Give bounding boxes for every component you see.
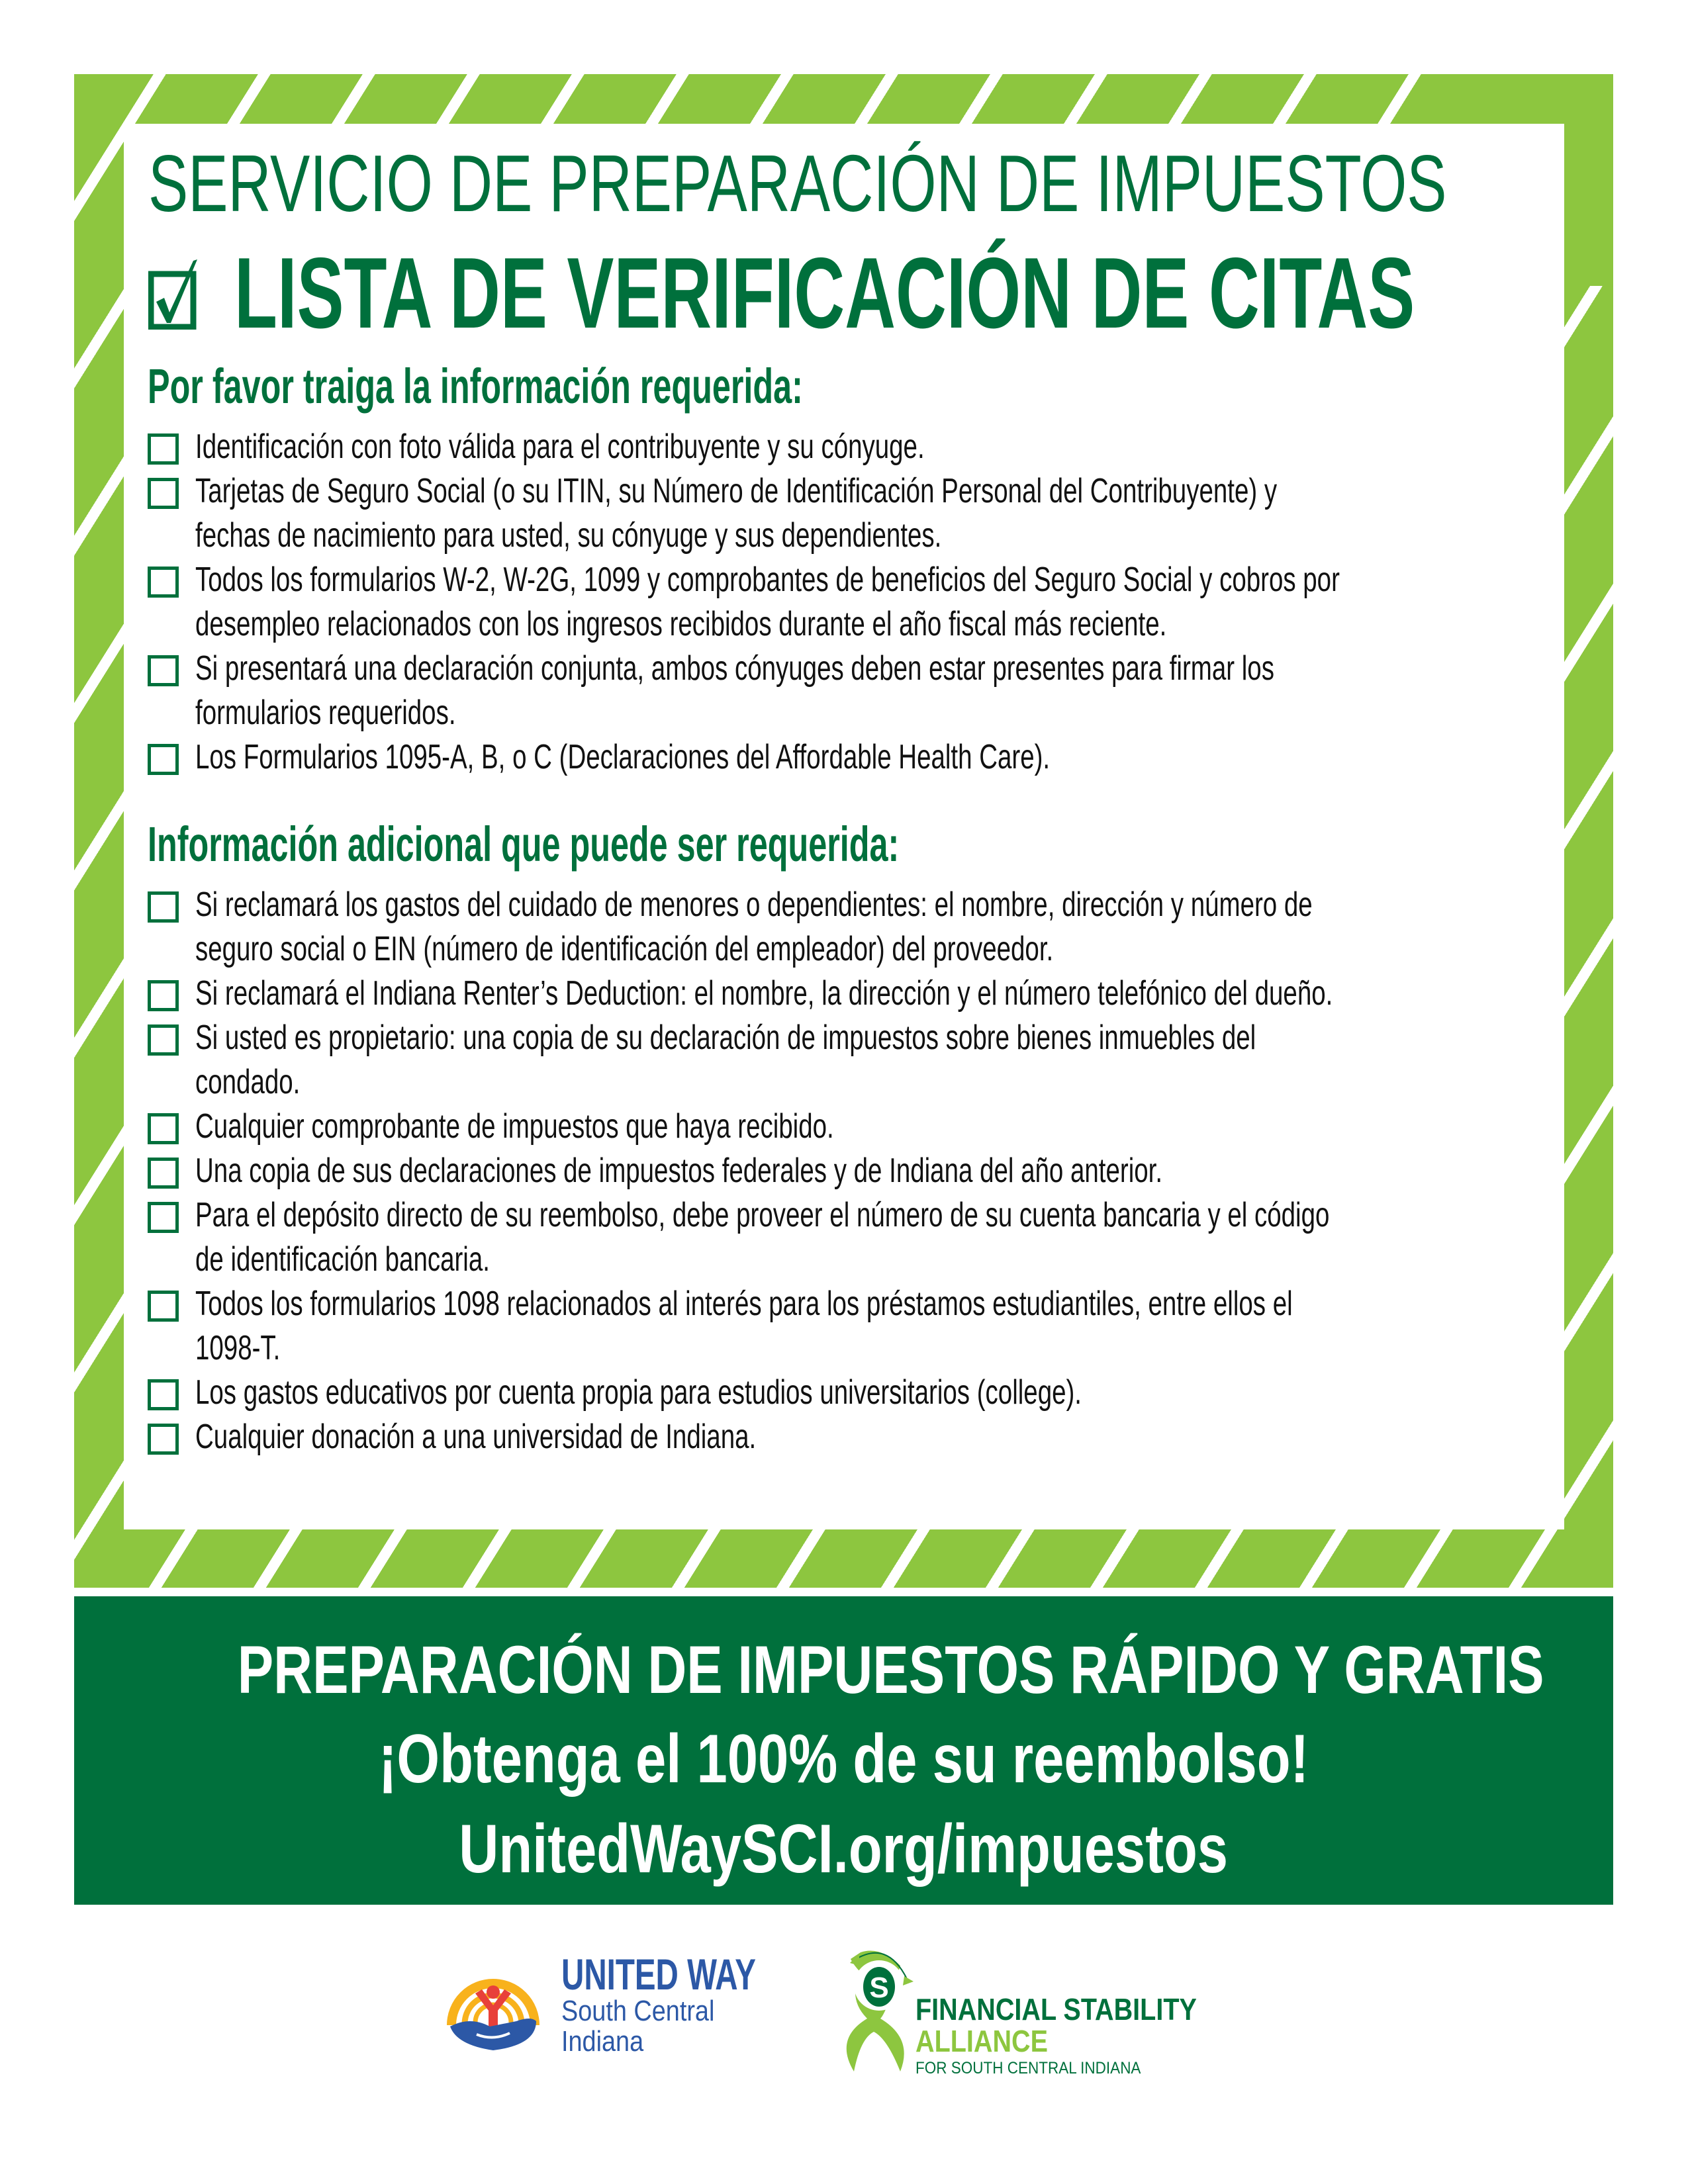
required-checklist bbox=[148, 425, 1551, 780]
united-way-hand-rainbow-icon bbox=[444, 1952, 543, 2052]
checklist-item[interactable]: Tarjetas de Seguro Social (o su ITIN, su Número de Identificación Personal del Contribuyente) y fechas de nacimiento para usted, su cónyuge y sus dependientes. bbox=[148, 469, 1551, 558]
checkbox[interactable] bbox=[148, 1202, 179, 1233]
checklist-item[interactable]: Todos los formularios W-2, W-2G, 1099 y comprobantes de beneficios del Seguro Social y cobros por desempleo relacionados con los ingresos recibidos durante el año fiscal más reciente. bbox=[148, 558, 1551, 647]
checkbox[interactable] bbox=[148, 433, 179, 465]
checkbox[interactable] bbox=[148, 980, 179, 1011]
checkbox[interactable] bbox=[148, 1424, 179, 1455]
banner-url-link[interactable]: UnitedWaySCI.org/impuestos bbox=[459, 1811, 1229, 1888]
checklist-item[interactable]: Los Formularios 1095-A, B, o C (Declaraciones del Affordable Health Care). bbox=[148, 735, 1551, 780]
checkbox[interactable] bbox=[148, 1291, 179, 1322]
checkbox[interactable] bbox=[148, 744, 179, 775]
checklist-item[interactable]: Para el depósito directo de su reembolso, debe proveer el número de su cuenta bancaria y el código de identificación bancaria. bbox=[148, 1193, 1551, 1282]
checklist-item[interactable]: Una copia de sus declaraciones de impuestos federales y de Indiana del año anterior. bbox=[148, 1149, 1551, 1193]
additional-checklist bbox=[148, 883, 1551, 1459]
checked-box-icon bbox=[148, 258, 200, 330]
financial-stability-person-dollar-icon bbox=[827, 1939, 920, 2071]
united-way-logo bbox=[444, 1952, 774, 2071]
fsa-wordmark: FINANCIAL STABILITY ALLIANCE FOR SOUTH CENTRAL INDIANA bbox=[915, 1992, 1197, 2077]
required-info-heading: Por favor traiga la información requerida: bbox=[148, 359, 803, 414]
checkbox[interactable] bbox=[148, 1158, 179, 1189]
banner-tagline: ¡Obtenga el 100% de su reembolso! bbox=[378, 1721, 1309, 1797]
promo-banner bbox=[74, 1596, 1613, 1905]
checkbox[interactable] bbox=[148, 1379, 179, 1410]
banner-headline: PREPARACIÓN DE IMPUESTOS RÁPIDO Y GRATIS bbox=[237, 1632, 1544, 1707]
checklist-item[interactable]: Si reclamará los gastos del cuidado de menores o dependientes: el nombre, dirección y número de seguro social o EIN (número de identificación del empleador) del proveedor. bbox=[148, 883, 1551, 972]
checklist-item[interactable]: Cualquier donación a una universidad de Indiana. bbox=[148, 1415, 1551, 1459]
checklist-item[interactable]: Cualquier comprobante de impuestos que haya recibido. bbox=[148, 1105, 1551, 1149]
financial-stability-alliance-logo bbox=[821, 1919, 1251, 2078]
checklist-item[interactable]: Los gastos educativos por cuenta propia para estudios universitarios (college). bbox=[148, 1371, 1551, 1415]
checkbox[interactable] bbox=[148, 1024, 179, 1056]
checkbox[interactable] bbox=[148, 478, 179, 509]
additional-info-heading: Información adicional que puede ser requerida: bbox=[148, 817, 900, 872]
checkbox[interactable] bbox=[148, 567, 179, 598]
checklist-item[interactable]: Si usted es propietario: una copia de su declaración de impuestos sobre bienes inmuebles del condado. bbox=[148, 1016, 1551, 1105]
page-title: SERVICIO DE PREPARACIÓN DE IMPUESTOS bbox=[148, 138, 1447, 228]
checkbox[interactable] bbox=[148, 655, 179, 686]
united-way-wordmark: UNITED WAY South Central Indiana bbox=[561, 1950, 756, 2058]
checklist-item[interactable]: Si presentará una declaración conjunta, ambos cónyuges deben estar presentes para firmar los formularios requeridos. bbox=[148, 647, 1551, 735]
svg-text:S: S bbox=[869, 1972, 889, 2004]
checkbox[interactable] bbox=[148, 891, 179, 923]
checklist-item[interactable]: Identificación con foto válida para el contribuyente y su cónyuge. bbox=[148, 425, 1551, 469]
checkbox[interactable] bbox=[148, 1113, 179, 1144]
checklist-item[interactable]: Todos los formularios 1098 relacionados al interés para los préstamos estudiantiles, entre ellos el 1098-T. bbox=[148, 1282, 1551, 1371]
checklist-item[interactable]: Si reclamará el Indiana Renter’s Deduction: el nombre, la dirección y el número telefónico del dueño. bbox=[148, 972, 1551, 1016]
